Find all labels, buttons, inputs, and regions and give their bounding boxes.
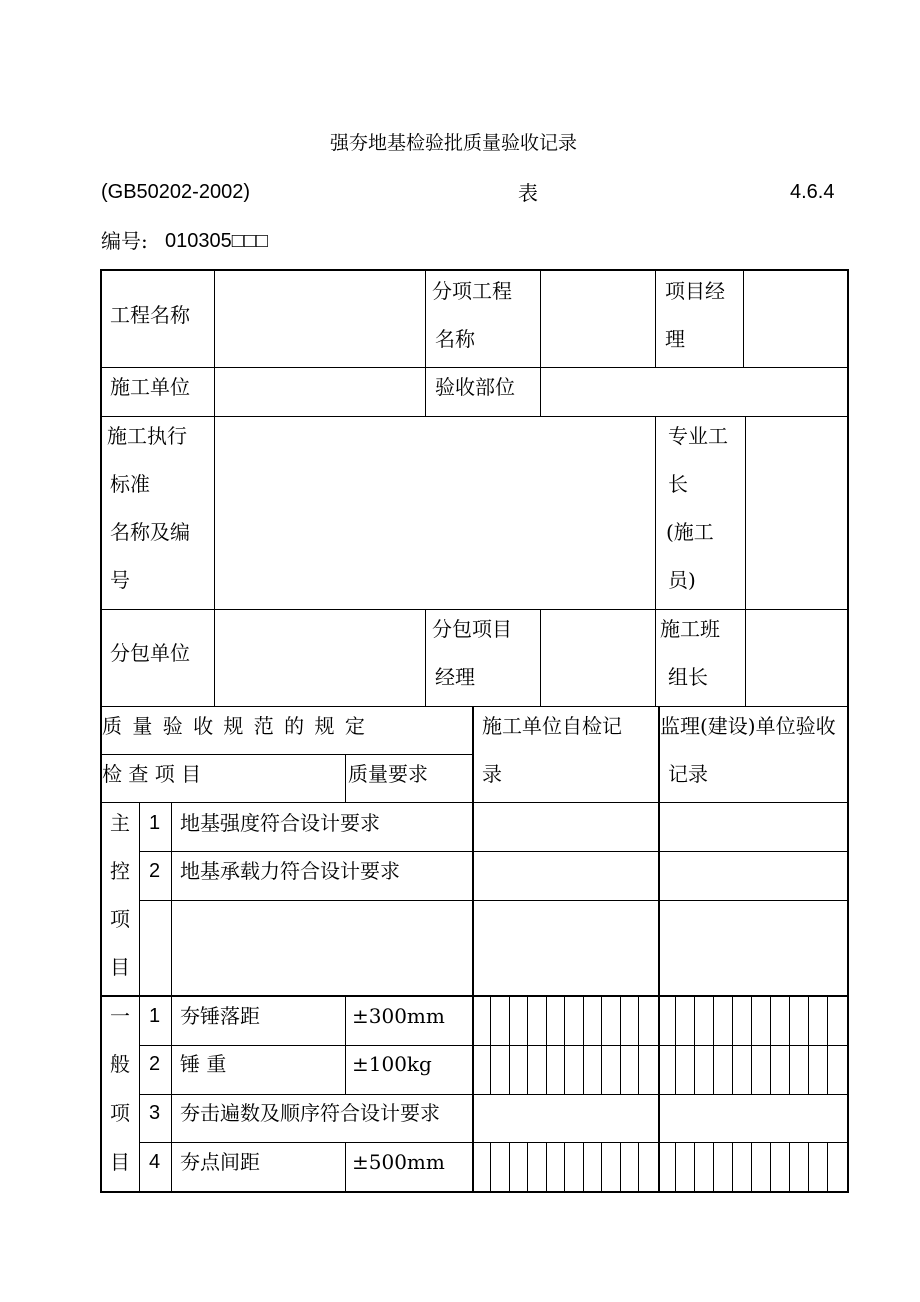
record-cell-divider xyxy=(509,996,510,1045)
main-item-text: 地基承载力符合设计要求 xyxy=(180,859,400,883)
page-title: 强夯地基检验批质量验收记录 xyxy=(330,132,578,154)
record-cell-divider xyxy=(620,996,621,1045)
main-item-no: 1 xyxy=(149,812,161,834)
record-cell-divider xyxy=(808,1142,809,1191)
record-cell-divider xyxy=(789,996,790,1045)
general-item-no: 1 xyxy=(149,1005,161,1027)
record-cell-divider xyxy=(732,1142,733,1191)
record-cell-divider xyxy=(675,1142,676,1191)
general-item-no: 4 xyxy=(149,1151,161,1173)
general-item-req: ±300mm xyxy=(352,1004,445,1028)
label-sub-project-2: 名称 xyxy=(435,327,475,351)
quality-req-header: 质量要求 xyxy=(348,762,428,786)
record-cell-divider xyxy=(490,996,491,1045)
general-item-text: 夯点间距 xyxy=(180,1150,260,1174)
label-foreman-1: 专业工 xyxy=(668,424,728,448)
record-cell-divider xyxy=(638,1142,639,1191)
general-item-req: ±500mm xyxy=(352,1150,445,1174)
record-cell-divider xyxy=(546,996,547,1045)
self-check-header-1: 施工单位自检记 xyxy=(482,714,622,738)
record-cell-divider xyxy=(564,1142,565,1191)
main-item-no: 2 xyxy=(149,860,161,882)
record-cell-divider xyxy=(509,1045,510,1094)
record-cell-divider xyxy=(827,1045,828,1094)
supervisor-header-1: 监理(建设)单位验收 xyxy=(660,714,836,738)
record-cell-divider xyxy=(601,1142,602,1191)
table-label: 表 xyxy=(518,181,538,205)
record-cell-divider xyxy=(770,1142,771,1191)
record-cell-divider xyxy=(770,996,771,1045)
serial-value: 010305□□□ xyxy=(165,230,268,252)
label-pm-2: 理 xyxy=(665,327,685,351)
general-item-no: 2 xyxy=(149,1053,161,1075)
label-standard-1: 施工执行 xyxy=(107,424,187,448)
record-cell-divider xyxy=(751,996,752,1045)
main-group-char: 主 xyxy=(110,811,130,835)
record-cell-divider xyxy=(527,1045,528,1094)
record-cell-divider xyxy=(694,1142,695,1191)
label-foreman-2: 长 xyxy=(668,472,688,496)
record-cell-divider xyxy=(808,1045,809,1094)
label-foreman-3: (施工 xyxy=(666,520,714,544)
general-item-text: 夯锤落距 xyxy=(180,1004,260,1028)
main-group-char: 项 xyxy=(110,907,130,931)
record-cell-divider xyxy=(490,1142,491,1191)
record-cell-divider xyxy=(789,1045,790,1094)
record-cell-divider xyxy=(527,996,528,1045)
label-standard-4: 号 xyxy=(110,568,130,592)
self-check-header-2: 录 xyxy=(482,762,502,786)
record-cell-divider xyxy=(601,1045,602,1094)
record-cell-divider xyxy=(713,996,714,1045)
record-cell-divider xyxy=(583,996,584,1045)
label-sub-pm-2: 经理 xyxy=(435,665,475,689)
label-subcontractor: 分包单位 xyxy=(110,641,190,665)
general-group-char: 般 xyxy=(110,1052,130,1076)
record-cell-divider xyxy=(694,1045,695,1094)
record-cell-divider xyxy=(694,996,695,1045)
table-number: 4.6.4 xyxy=(790,181,835,203)
record-cell-divider xyxy=(601,996,602,1045)
label-sub-project-1: 分项工程 xyxy=(432,279,512,303)
label-team-2: 组长 xyxy=(668,665,708,689)
record-cell-divider xyxy=(490,1045,491,1094)
record-cell-divider xyxy=(583,1142,584,1191)
record-cell-divider xyxy=(789,1142,790,1191)
record-cell-divider xyxy=(713,1045,714,1094)
record-cell-divider xyxy=(751,1142,752,1191)
label-pm-1: 项目经 xyxy=(665,279,725,303)
record-cell-divider xyxy=(527,1142,528,1191)
record-cell-divider xyxy=(638,996,639,1045)
general-group-char: 目 xyxy=(110,1150,130,1174)
label-standard-3: 名称及编 xyxy=(110,520,190,544)
record-cell-divider xyxy=(751,1045,752,1094)
record-cell-divider xyxy=(770,1045,771,1094)
record-cell-divider xyxy=(675,1045,676,1094)
standard-code: (GB50202-2002) xyxy=(101,181,250,203)
supervisor-header-2: 记录 xyxy=(668,762,708,786)
record-cell-divider xyxy=(713,1142,714,1191)
label-project-name: 工程名称 xyxy=(110,303,190,327)
record-cell-divider xyxy=(564,1045,565,1094)
record-cell-divider xyxy=(546,1045,547,1094)
spec-header: 质 量 验 收 规 范 的 规 定 xyxy=(102,714,367,738)
general-item-no: 3 xyxy=(149,1102,161,1124)
general-group-char: 项 xyxy=(110,1101,130,1125)
serial-label: 编号: xyxy=(101,229,148,253)
label-standard-2: 标准 xyxy=(110,472,150,496)
record-cell-divider xyxy=(620,1045,621,1094)
record-cell-divider xyxy=(583,1045,584,1094)
record-cell-divider xyxy=(808,996,809,1045)
record-cell-divider xyxy=(509,1142,510,1191)
label-constructor: 施工单位 xyxy=(110,375,190,399)
record-cell-divider xyxy=(827,1142,828,1191)
label-sub-pm-1: 分包项目 xyxy=(432,617,512,641)
check-item-header: 检 查 项 目 xyxy=(102,762,202,786)
main-group-char: 控 xyxy=(110,859,130,883)
record-cell-divider xyxy=(564,996,565,1045)
general-item-req: ±100kg xyxy=(352,1052,432,1076)
record-cell-divider xyxy=(620,1142,621,1191)
record-cell-divider xyxy=(546,1142,547,1191)
record-cell-divider xyxy=(732,996,733,1045)
main-item-text: 地基强度符合设计要求 xyxy=(180,811,380,835)
record-cell-divider xyxy=(638,1045,639,1094)
record-cell-divider xyxy=(732,1045,733,1094)
general-item-text: 夯击遍数及顺序符合设计要求 xyxy=(180,1101,440,1125)
label-foreman-4: 员) xyxy=(668,568,696,592)
label-inspect-part: 验收部位 xyxy=(435,375,515,399)
label-team-1: 施工班 xyxy=(660,617,720,641)
record-cell-divider xyxy=(675,996,676,1045)
main-group-char: 目 xyxy=(110,955,130,979)
general-group-char: 一 xyxy=(110,1004,130,1028)
general-item-text: 锤 重 xyxy=(180,1052,227,1076)
record-cell-divider xyxy=(827,996,828,1045)
